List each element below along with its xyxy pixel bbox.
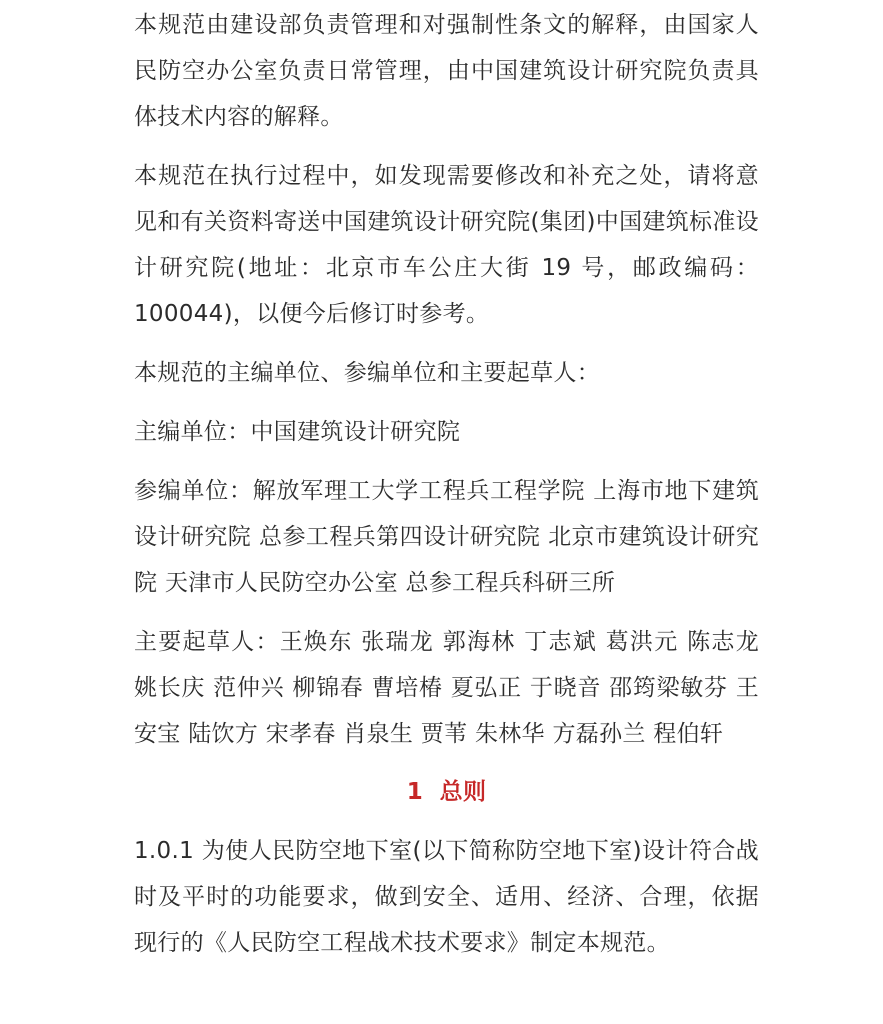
chief-editor-unit: 主编单位：中国建筑设计研究院 — [134, 419, 461, 445]
management-paragraph: 本规范由建设部负责管理和对强制性条文的解释，由国家人民防空办公室负责日常管理，由中国建筑设计研究院负责具体技术内容的解释。 — [134, 12, 759, 130]
section-heading: 1 总则 — [406, 779, 487, 805]
main-drafters: 主要起草人：王焕东 张瑞龙 郭海林 丁志斌 葛洪元 陈志龙 姚长庆 范仲兴 柳锦春 曹培椿 夏弘正 于晓音 邵筠梁敏芬 王安宝 陆饮方 宋孝春 肖泉生 贾苇 朱林华 方磊孙兰 程伯轩 — [134, 629, 759, 747]
drafting-units-intro: 本规范的主编单位、参编单位和主要起草人： — [134, 360, 600, 386]
feedback-paragraph: 本规范在执行过程中，如发现需要修改和补充之处，请将意见和有关资料寄送中国建筑设计研究院(集团)中国建筑标准设计研究院(地址：北京市车公庄大街 19 号，邮政编码：100044)，以便今后修订时参考。 — [134, 163, 759, 327]
participating-units: 参编单位：解放军理工大学工程兵工程学院 上海市地下建筑设计研究院 总参工程兵第四设计研究院 北京市建筑设计研究院 天津市人民防空办公室 总参工程兵科研三所 — [134, 478, 759, 596]
document-page — [134, 0, 759, 966]
clause-1-0-1: 1.0.1 为使人民防空地下室(以下简称防空地下室)设计符合战时及平时的功能要求，做到安全、适用、经济、合理，依据现行的《人民防空工程战术技术要求》制定本规范。 — [134, 838, 759, 956]
